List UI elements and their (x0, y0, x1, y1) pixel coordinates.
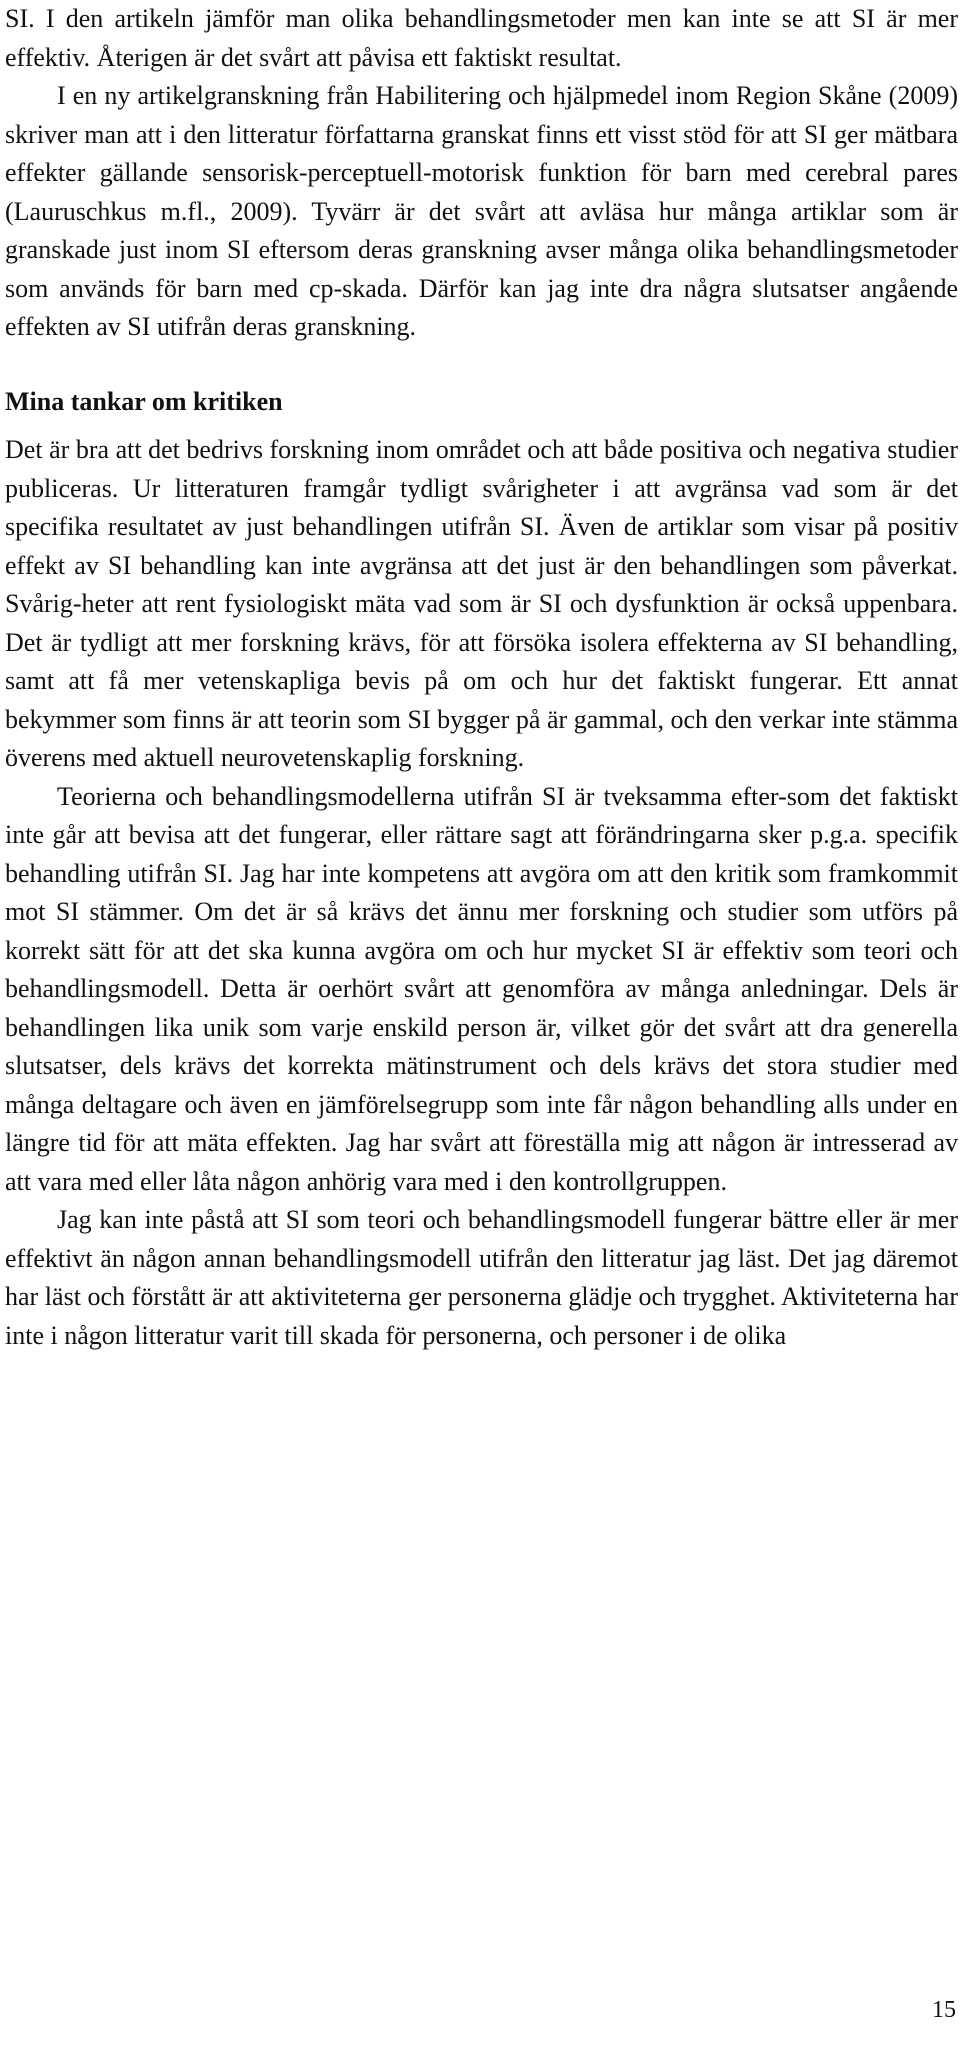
paragraph-critique: Det är bra att det bedrivs forskning inom området och att både positiva och negativa studier publiceras. Ur litteraturen framgår tydligt svårigheter i att avgränsa vad som är det specifika resultatet av just behandlingen utifrån SI. Även de artiklar som visar på positiv effekt av SI behandling kan inte avgränsa att det just är den behandlingen som påverkat. Svårig-heter att rent fysiologiskt mäta vad som är SI och dysfunktion är också uppenbara. Det är tydligt att mer forskning krävs, för att försöka isolera effekterna av SI behandling, samt att få mer vetenskapliga bevis på om och hur det faktiskt fungerar. Ett annat bekymmer som finns är att teorin som SI bygger på är gammal, och den verkar inte stämma överens med aktuell neurovetenskaplig forskning. (5, 435, 958, 772)
page-number: 15 (932, 1997, 956, 2023)
section-heading: Mina tankar om kritiken (5, 386, 283, 416)
document-page (5, 0, 958, 1355)
paragraph-region-skane-review: I en ny artikelgranskning från Habilitering och hjälpmedel inom Region Skåne (2009) skriver man att i den litteratur författarna granskat finns ett visst stöd för att SI ger mätbara effekter gällande sensorisk-perceptuell-motorisk funktion för barn med cerebral pares (Lauruschkus m.fl., 2009). Tyvärr är det svårt att avläsa hur många artiklar som är granskade just inom SI eftersom deras granskning avser många olika behandlingsmetoder som används för barn med cp-skada. Därför kan jag inte dra några slutsatser angående effekten av SI utifrån deras granskning. (5, 81, 958, 341)
paragraph-theories: Teorierna och behandlingsmodellerna utifrån SI är tveksamma efter-som det faktiskt inte går att bevisa att det fungerar, eller rättare sagt att förändringarna sker p.g.a. specifik behandling utifrån SI. Jag har inte kompetens att avgöra om att den kritik som framkommit mot SI stämmer. Om det är så krävs det ännu mer forskning och studier som utförs på korrekt sätt för att det ska kunna avgöra om och hur mycket SI är effektiv som teori och behandlingsmodell. Detta är oerhört svårt att genomföra av många anledningar. Dels är behandlingen lika unik som varje enskild person är, vilket gör det svårt att dra generella slutsatser, dels krävs det korrekta mätinstrument och dels krävs det stora studier med många deltagare och även en jämförelsegrupp som inte får någon behandling alls under en längre tid för att mäta effekten. Jag har svårt att föreställa mig att någon är intresserad av att vara med eller låta någon anhörig vara med i den kontrollgruppen. (5, 781, 958, 1196)
paragraph-intro: SI. I den artikeln jämför man olika behandlingsmetoder men kan inte se att SI är mer effektiv. Återigen är det svårt att påvisa ett faktiskt resultat. (5, 4, 958, 72)
paragraph-conclusion: Jag kan inte påstå att SI som teori och behandlingsmodell fungerar bättre eller är mer effektivt än någon annan behandlingsmodell utifrån den litteratur jag läst. Det jag däremot har läst och förstått är att aktiviteterna ger personerna glädje och trygghet. Aktiviteterna har inte i någon litteratur varit till skada för personerna, och personer i de olika (5, 1205, 958, 1350)
